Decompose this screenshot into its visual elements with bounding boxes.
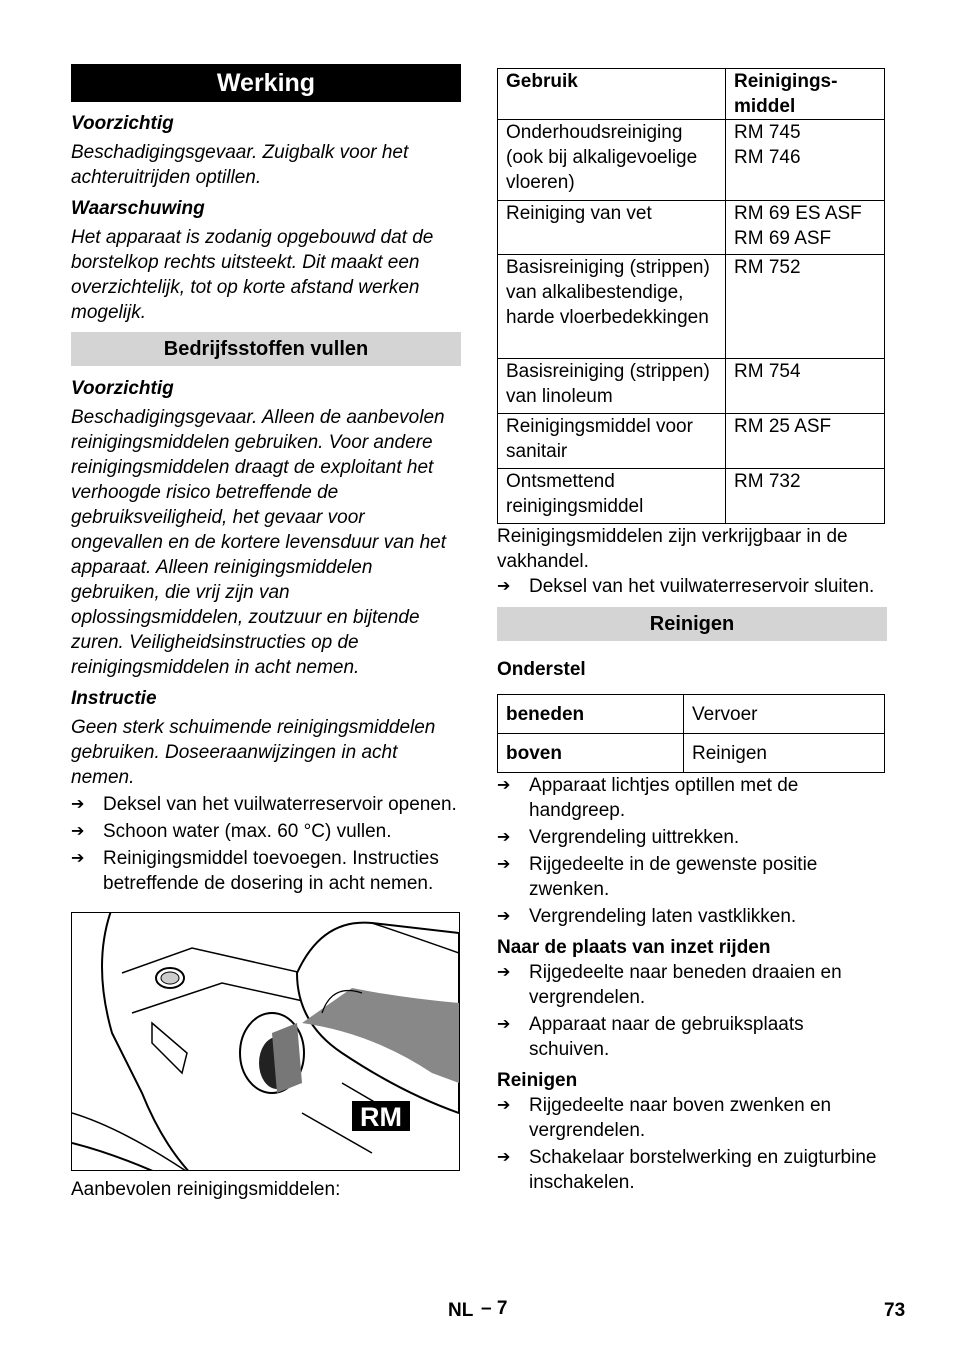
table-row [498,255,885,359]
arrow-right-icon: ➔ [497,1149,511,1166]
table-cell: Reinigen [684,734,885,773]
arrow-right-icon: ➔ [497,578,511,595]
arrow-right-icon: ➔ [497,908,511,925]
step-item: ➔ Deksel van het vuilwaterreservoir sluiten. [497,576,875,597]
table-row [498,120,885,201]
onderstel-heading: Onderstel [497,659,586,680]
arrow-right-icon: ➔ [497,777,511,794]
arrow-right-icon: ➔ [497,1097,511,1114]
arrow-right-icon: ➔ [497,964,511,981]
table-row [498,359,885,414]
table-cell: Vervoer [684,695,885,734]
table-row [498,734,885,773]
reinigen-heading: Reinigen [497,1070,578,1091]
caution-heading: Voorzichtig [71,113,174,134]
instruction-heading: Instructie [71,688,157,709]
arrow-right-icon: ➔ [71,850,85,867]
step-item: ➔ Reinigingsmiddel toevoegen. Instructies betreffende de dosering in acht nemen. [71,848,439,894]
footer-section-number: – 7 [481,1298,508,1319]
table-cell: Onderhoudsreiniging (ook bij alkaligevoelige vloeren) [498,120,726,201]
table-cell: beneden [498,695,684,734]
table-header-row [498,69,885,120]
step-item: ➔ Deksel van het vuilwaterreservoir openen. [71,794,457,815]
table-row [498,201,885,255]
caution-text: Beschadigingsgevaar. Zuigbalk voor het achteruitrijden optillen. [71,142,409,188]
arrow-right-icon: ➔ [497,1016,511,1033]
arrow-right-icon: ➔ [71,823,85,840]
table-cell: Ontsmettend reinigingsmiddel [498,469,726,524]
instruction-text: Geen sterk schuimende reinigingsmiddelen gebruiken. Doseeraanwijzingen in acht nemen. [71,717,436,788]
figure-caption: Aanbevolen reinigingsmiddelen: [71,1179,341,1200]
caution-heading-2: Voorzichtig [71,378,174,399]
caution-text-2: Beschadigingsgevaar. Alleen de aanbevolen reinigingsmiddelen gebruiken. Voor andere reinigingsmiddelen draagt de exploitant het verhoogde risico betreffende de gebruiksveiligheid, het gevaar voor ongevallen en de kortere levensduur van het apparaat. Alleen reinigingsmiddelen gebruiken, die vrij zijn van oplossingsmiddelen, zoutzuur en bijtende zuren. Veiligheidsinstructies op de reinigingsmiddelen in acht nemen. [71,407,446,678]
arrow-right-icon: ➔ [497,829,511,846]
table-cell: RM 752 [726,255,885,359]
table-cell: RM 732 [726,469,885,524]
table-cell: RM 25 ASF [726,414,885,469]
figure-filling-detergent [71,912,460,1171]
table-row [498,695,885,734]
step-item: ➔ Apparaat naar de gebruiksplaats schuiven. [497,1014,804,1060]
right-column [497,68,887,1197]
warning-text: Het apparaat is zodanig opgebouwd dat de borstelkop rechts uitsteekt. Dit maakt een overzichtelijk, tot op korte afstand werken mogelijk. [71,227,434,323]
rm-label: RM [360,1102,402,1132]
step-item: ➔ Schoon water (max. 60 °C) vullen. [71,821,392,842]
step-item: ➔ Apparaat lichtjes optillen met de handgreep. [497,775,799,821]
footer-language: NL [448,1300,474,1321]
naar-heading: Naar de plaats van inzet rijden [497,937,771,958]
filling-illustration [72,913,459,1170]
table-cell: boven [498,734,684,773]
column-header: Gebruik [498,69,726,120]
table-cell: RM 69 ES ASF RM 69 ASF [726,201,885,255]
step-item: ➔ Rijgedeelte naar beneden draaien en vergrendelen. [497,962,842,1008]
position-table [497,694,885,773]
table-cell: Basisreiniging (strippen) van alkalibestendige, harde vloerbedekkingen [498,255,726,359]
column-header: Reinigings- middel [726,69,885,120]
table-cell: Reiniging van vet [498,201,726,255]
table-row [498,414,885,469]
arrow-right-icon: ➔ [71,796,85,813]
table-cell: Basisreiniging (strippen) van linoleum [498,359,726,414]
left-column [71,64,461,1202]
table-cell: Reinigingsmiddel voor sanitair [498,414,726,469]
arrow-right-icon: ➔ [497,856,511,873]
section-title-werking: Werking [71,64,461,102]
footer-page-number: 73 [884,1300,906,1321]
step-item: ➔ Rijgedeelte in de gewenste positie zwenken. [497,854,818,900]
table-cell: RM 754 [726,359,885,414]
step-item: ➔ Rijgedeelte naar boven zwenken en vergrendelen. [497,1095,832,1141]
warning-heading: Waarschuwing [71,198,205,219]
step-item: ➔ Vergrendeling uittrekken. [497,827,740,848]
step-item: ➔ Vergrendeling laten vastklikken. [497,906,797,927]
subsection-title-bedrijfsstoffen: Bedrijfsstoffen vullen [71,332,461,366]
subsection-title-reinigen: Reinigen [497,607,887,641]
availability-text: Reinigingsmiddelen zijn verkrijgbaar in de vakhandel. [497,526,848,572]
table-row [498,469,885,524]
detergent-table [497,68,885,524]
step-item: ➔ Schakelaar borstelwerking en zuigturbine inschakelen. [497,1147,877,1193]
table-cell: RM 745 RM 746 [726,120,885,201]
